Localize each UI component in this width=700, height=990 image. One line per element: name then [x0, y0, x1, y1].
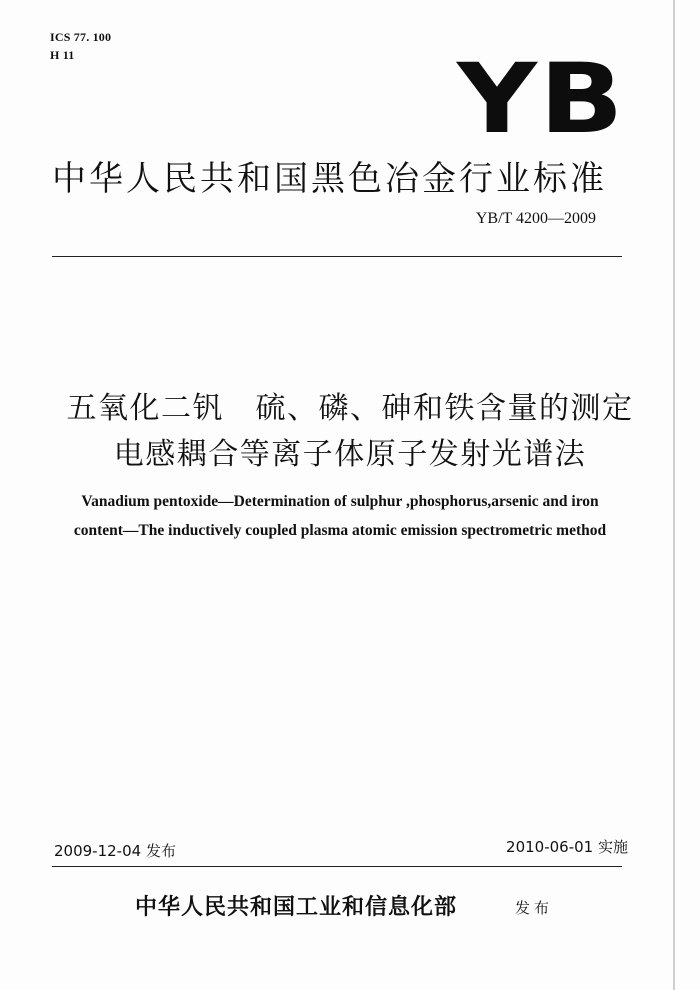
english-title-line-2: content—The inductively coupled plasma atomic emission spectrometric method — [73, 522, 607, 539]
ics-code: ICS 77. 100 — [50, 30, 112, 44]
top-divider — [52, 256, 622, 257]
bottom-divider — [52, 866, 622, 867]
chinese-title — [0, 386, 700, 478]
standard-number: YB/T 4200—2009 — [475, 210, 596, 227]
issue-date: 2009-12-04 发布 — [54, 842, 176, 860]
issuing-label: 发布 — [515, 899, 554, 917]
industry-standard-title: 中华人民共和国黑色冶金行业标准 — [52, 159, 607, 199]
english-title-line-1: Vanadium pentoxide—Determination of sulphur ,phosphorus,arsenic and iron — [81, 493, 599, 510]
issuing-authority: 中华人民共和国工业和信息化部 — [135, 895, 458, 920]
ccs-code: H 11 — [50, 48, 75, 62]
chinese-title-line-1: 五氧化二钒 硫、磷、砷和铁含量的测定 — [66, 391, 634, 426]
yb-logo: YB — [457, 43, 626, 155]
chinese-title-line-2: 电感耦合等离子体原子发射光谱法 — [113, 437, 587, 472]
implementation-date: 2010-06-01 实施 — [506, 838, 628, 856]
english-title — [50, 487, 630, 545]
page-edge-line — [673, 0, 675, 990]
classification-codes — [50, 28, 111, 64]
